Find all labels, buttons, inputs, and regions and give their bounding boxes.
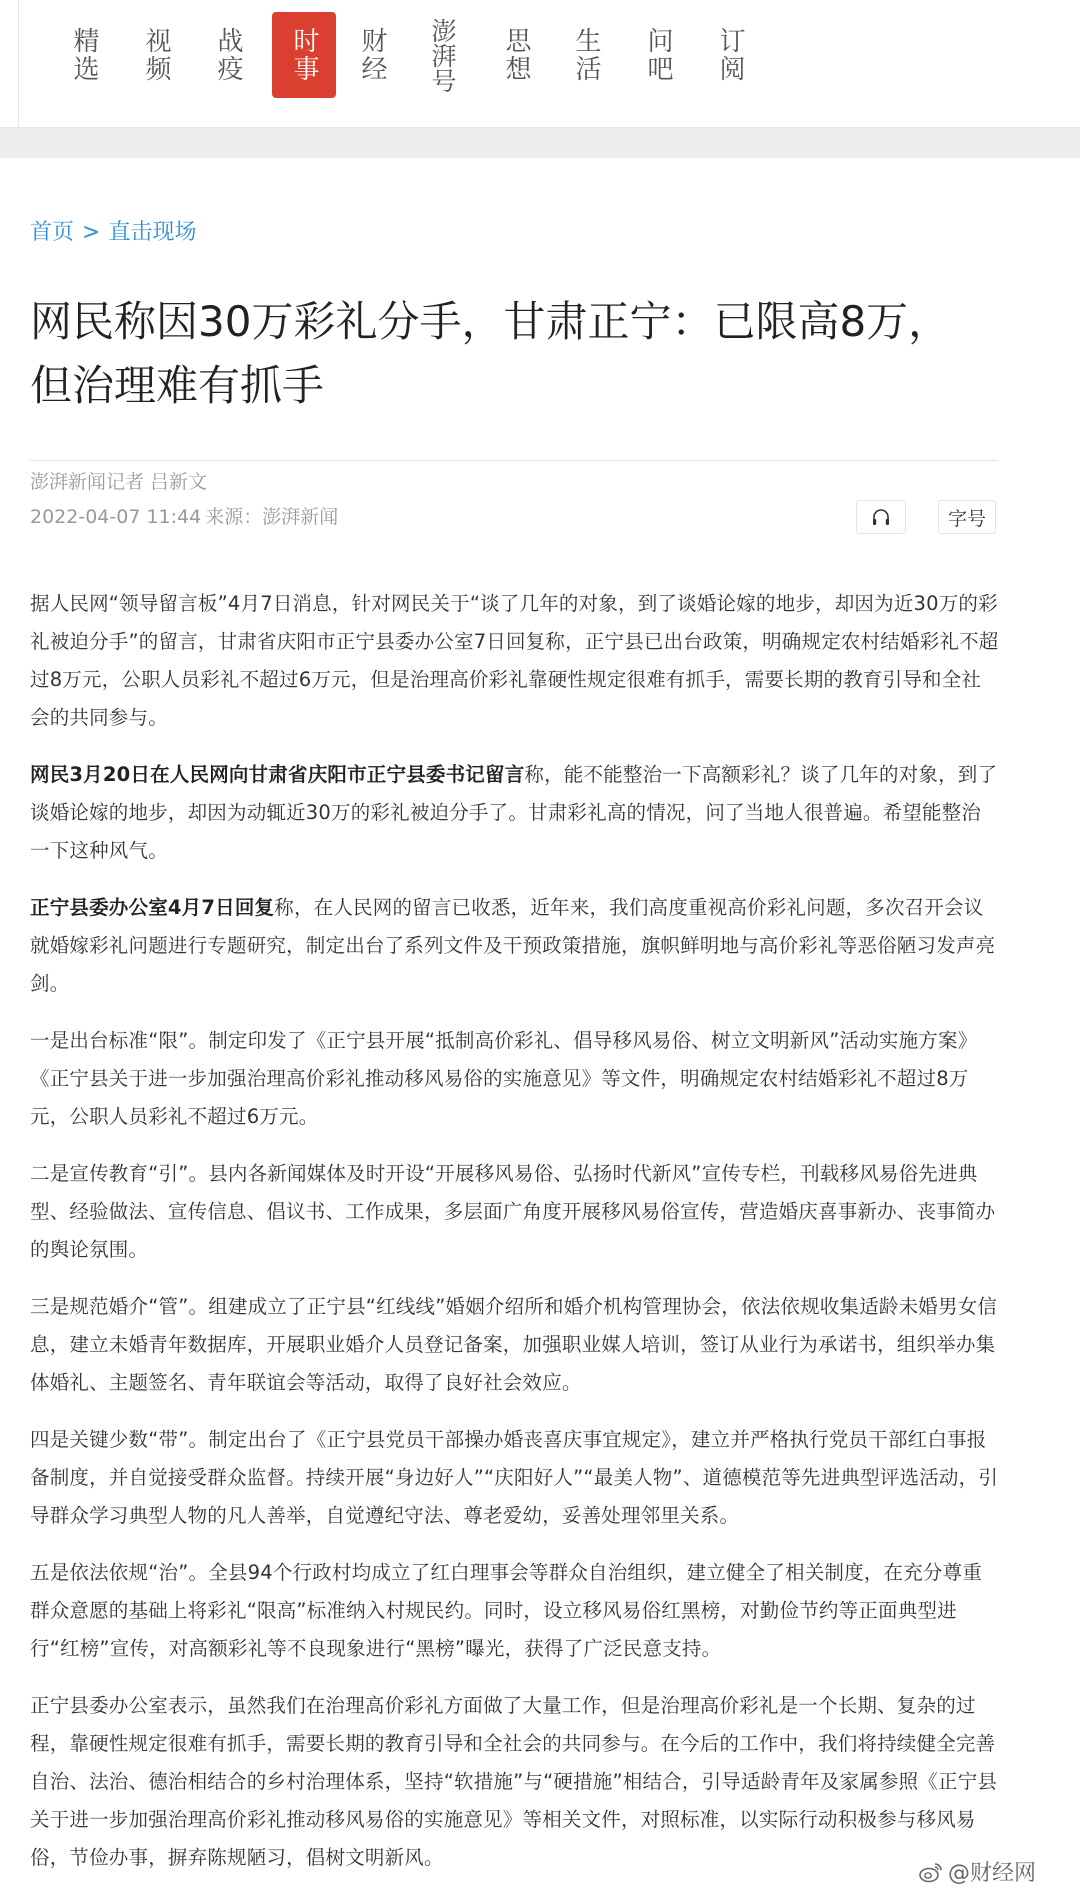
breadcrumb-separator: > [82,220,101,245]
meta-divider [30,460,998,461]
article-paragraph [30,889,1000,1003]
nav-tab-6[interactable]: 思想 [501,27,531,83]
font-size-button[interactable]: 字号 [938,500,996,534]
nav-tab-8[interactable]: 问吧 [643,27,673,83]
paragraph-text: 称，在人民网的留言已收悉，近年来，我们高度重视高价彩礼问题，多次召开会议就婚嫁彩礼问题进行专题研究，制定出台了系列文件及干预政策措施，旗帜鲜明地与高价彩礼等恶俗陋习发声亮剑。 [30,896,996,995]
audio-button[interactable] [856,500,906,534]
watermark-text: @财经网 [948,1861,1037,1886]
article-body [30,585,1000,1892]
nav-tab-9[interactable]: 订阅 [715,27,745,83]
paragraph-text: 称，能不能整治一下高额彩礼？谈了几年的对象，到了谈婚论嫁的地步，却因为动辄近30万的彩礼被迫分手了。甘肃彩礼高的情况，问了当地人很普遍。希望能整治一下这种风气。 [30,763,998,862]
paragraph-text: 二是宣传教育“引”。县内各新闻媒体及时开设“开展移风易俗、弘扬时代新风”宣传专栏，刊载移风易俗先进典型、经验做法、宣传信息、倡议书、工作成果，多层面广角度开展移风易俗宣传，营造婚庆喜事新办、丧事简办的舆论氛围。 [30,1162,996,1261]
nav-left-divider [18,0,19,128]
nav-tab-7[interactable]: 生活 [571,27,601,83]
article-paragraph [30,585,1000,737]
breadcrumb-section-link[interactable]: 直击现场 [108,220,197,245]
paragraph-text: 正宁县委办公室表示，虽然我们在治理高价彩礼方面做了大量工作，但是治理高价彩礼是一个长期、复杂的过程，靠硬性规定很难有抓手，需要长期的教育引导和全社会的共同参与。在今后的工作中，我们将持续健全完善自治、法治、德治相结合的乡村治理体系，坚持“软措施”与“硬措施”相结合，引导适龄青年及家属参照《正宁县关于进一步加强治理高价彩礼推动移风易俗的实施意见》等相关文件，对照标准，以实际行动积极参与移风易俗，节俭办事，摒弃陈规陋习，倡树文明新风。 [30,1694,998,1869]
article-paragraph [30,1022,1000,1136]
article-title: 网民称因30万彩礼分手，甘肃正宁：已限高8万，但治理难有抓手 [30,297,951,410]
nav-tab-0[interactable]: 精选 [69,27,99,83]
top-navigation [0,0,1080,128]
nav-tab-2[interactable]: 战疫 [213,27,243,83]
header-gray-band [0,128,1080,158]
article-paragraph [30,1155,1000,1269]
article-dateline [30,502,342,529]
article-paragraph [30,1687,1000,1877]
article-paragraph [30,1421,1000,1535]
paragraph-text: 四是关键少数“带”。制定出台了《正宁县党员干部操办婚丧喜庆事宜规定》，建立并严格执行党员干部红白事报备制度，并自觉接受群众监督。持续开展“身边好人”“庆阳好人”“最美人物”、道德模范等先进典型评选活动，引导群众学习典型人物的凡人善举，自觉遵纪守法、尊老爱幼，妥善处理邻里关系。 [30,1428,999,1527]
nav-tab-1[interactable]: 视频 [141,27,171,83]
article-paragraph [30,1554,1000,1668]
article-paragraph [30,1288,1000,1402]
nav-tab-3[interactable]: 时事 [272,12,336,98]
paragraph-text: 五是依法依规“治”。全县94个行政村均成立了红白理事会等群众自治组织，建立健全了相关制度，在充分尊重群众意愿的基础上将彩礼“限高”标准纳入村规民约。同时，设立移风易俗红黑榜，对勤俭节约等正面典型进行“红榜”宣传，对高额彩礼等不良现象进行“黑榜”曝光，获得了广泛民意支持。 [30,1561,983,1660]
source-watermark [918,1856,1036,1887]
paragraph-text: 一是出台标准“限”。制定印发了《正宁县开展“抵制高价彩礼、倡导移风易俗、树立文明新风”活动实施方案》《正宁县关于进一步加强治理高价彩礼推动移风易俗的实施意见》等文件，明确规定农村结婚彩礼不超过8万元，公职人员彩礼不超过6万元。 [30,1029,978,1128]
breadcrumb-home-link[interactable]: 首页 [30,220,75,245]
paragraph-lead-bold: 正宁县委办公室4月7日回复 [30,896,275,919]
article-author: 澎湃新闻记者 吕新文 [30,471,208,493]
nav-tab-5[interactable]: 澎湃号 [428,17,457,93]
article-datetime: 2022-04-07 11:44 [30,506,202,528]
article-source-label: 来源： [205,506,263,528]
breadcrumb [30,215,196,246]
paragraph-text: 据人民网“领导留言板”4月7日消息，针对网民关于“谈了几年的对象，到了谈婚论嫁的地步，却因为近30万的彩礼被迫分手”的留言，甘肃省庆阳市正宁县委办公室7日回复称，正宁县已出台政策，明确规定农村结婚彩礼不超过8万元，公职人员彩礼不超过6万元，但是治理高价彩礼靠硬性规定很难有抓手，需要长期的教育引导和全社会的共同参与。 [30,592,999,729]
headphones-icon [871,508,891,526]
weibo-icon [918,1861,944,1883]
nav-tab-4[interactable]: 财经 [357,27,387,83]
paragraph-text: 三是规范婚介“管”。组建成立了正宁县“红线线”婚姻介绍所和婚介机构管理协会，依法依规收集适龄未婚男女信息，建立未婚青年数据库，开展职业婚介人员登记备案，加强职业媒人培训，签订从业行为承诺书，组织举办集体婚礼、主题签名、青年联谊会等活动，取得了良好社会效应。 [30,1295,998,1394]
article-source: 澎湃新闻 [262,506,339,528]
article-paragraph [30,756,1000,870]
paragraph-lead-bold: 网民3月20日在人民网向甘肃省庆阳市正宁县委书记留言 [30,763,525,786]
